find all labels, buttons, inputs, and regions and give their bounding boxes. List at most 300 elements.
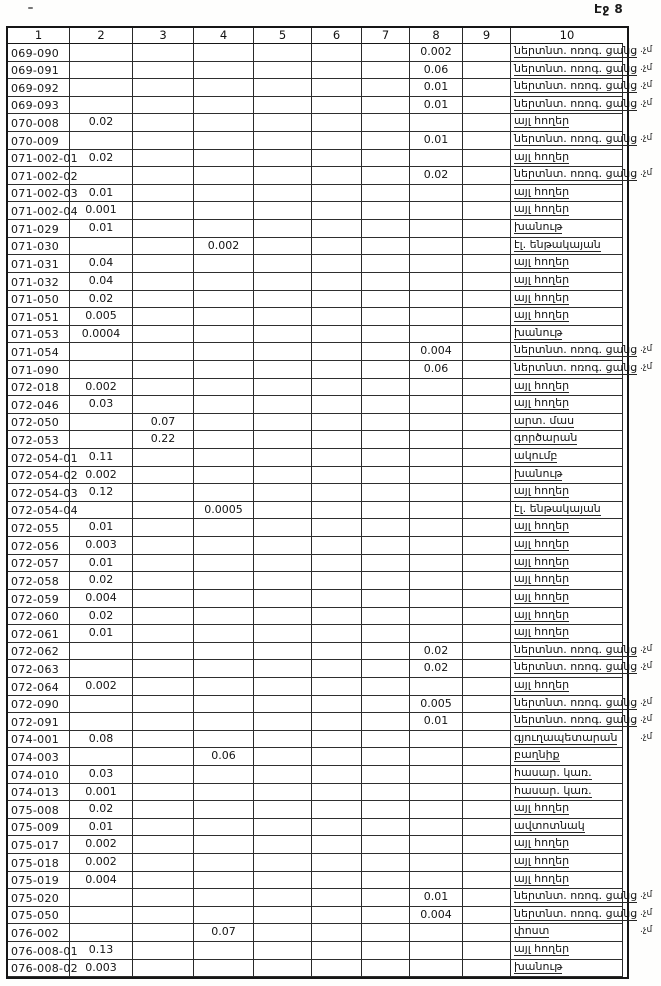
value-cell-9 [463,79,511,97]
value-cell-4 [194,784,254,802]
value-cell-5 [254,748,312,766]
value-cell-6 [312,467,362,485]
land-use-label-cell [511,291,623,309]
value-cell-6 [312,220,362,238]
value-cell-5 [254,238,312,256]
value-cell-6 [312,326,362,344]
table-row [8,167,653,185]
value-cell-6 [312,343,362,361]
value-cell-5 [254,79,312,97]
value-cell-9 [463,202,511,220]
table-row [8,343,653,361]
value-cell-6 [312,819,362,837]
margin-annotation: .չմ [640,344,653,355]
value-cell-2: 0.003 [70,537,133,555]
table-row [8,484,627,502]
value-cell-9 [463,467,511,485]
land-parcel-table [6,26,653,979]
land-use-label-cell [511,713,638,731]
value-cell-3 [133,660,194,678]
value-cell-8 [410,801,463,819]
value-cell-2 [70,132,133,150]
value-cell-8 [410,555,463,573]
value-cell-7 [362,766,410,784]
value-cell-8 [410,960,463,978]
land-use-label: խանութ [514,220,563,234]
value-cell-6 [312,889,362,907]
parcel-code-cell: 074-001 [8,731,70,749]
value-cell-8 [410,819,463,837]
value-cell-4: 0.002 [194,238,254,256]
value-cell-2: 0.002 [70,854,133,872]
land-use-label: այլ հողեր [514,308,570,322]
value-cell-2 [70,643,133,661]
value-cell-8: 0.02 [410,660,463,678]
value-cell-3 [133,449,194,467]
value-cell-6 [312,590,362,608]
parcel-code-cell: 071-050 [8,291,70,309]
land-use-label-cell [511,326,623,344]
column-header-10: 10 [511,28,623,44]
land-use-label-cell [511,379,623,397]
parcel-code-cell: 071-002-04 [8,202,70,220]
land-use-label: այլ հողեր [514,202,570,216]
land-use-label: խանութ [514,959,563,973]
value-cell-6 [312,273,362,291]
land-use-label-cell [511,414,623,432]
value-cell-4 [194,291,254,309]
value-cell-7 [362,801,410,819]
value-cell-5 [254,819,312,837]
parcel-code-cell: 072-055 [8,519,70,537]
value-cell-8 [410,326,463,344]
table-row [8,467,627,485]
land-use-label-cell [511,906,638,925]
value-cell-8 [410,731,463,749]
table-row [8,836,627,854]
table-row [8,537,627,555]
value-cell-6 [312,836,362,854]
land-use-label-cell [511,467,623,485]
land-use-label-cell [511,924,623,942]
value-cell-6 [312,572,362,590]
land-use-label-cell [511,678,623,696]
value-cell-2: 0.02 [70,150,133,168]
value-cell-3 [133,801,194,819]
value-cell-5 [254,555,312,573]
value-cell-7 [362,784,410,802]
value-cell-6 [312,185,362,203]
table-row [8,431,627,449]
land-use-label-cell [511,185,623,203]
land-use-label-cell [511,96,638,115]
value-cell-9 [463,836,511,854]
value-cell-6 [312,97,362,115]
parcel-code-cell: 072-050 [8,414,70,432]
parcel-code-cell: 076-008-02 [8,960,70,978]
land-use-label: այլ հողեր [514,801,570,815]
value-cell-4 [194,519,254,537]
value-cell-2: 0.08 [70,731,133,749]
column-header-8: 8 [410,28,463,44]
parcel-code-cell: 072-060 [8,608,70,626]
value-cell-7 [362,555,410,573]
value-cell-9 [463,889,511,907]
value-cell-8 [410,255,463,273]
value-cell-6 [312,62,362,80]
value-cell-7 [362,255,410,273]
value-cell-3 [133,836,194,854]
table-row [8,449,627,467]
value-cell-2 [70,361,133,379]
table-row [8,96,653,115]
value-cell-8 [410,484,463,502]
value-cell-9 [463,555,511,573]
value-cell-9 [463,238,511,256]
land-use-label-cell [511,167,638,185]
value-cell-5 [254,150,312,168]
value-cell-7 [362,590,410,608]
land-use-label: ներտնտ. ոռոգ. ցանց [514,167,638,181]
land-use-label: ներտնտ. ոռոգ. ցանց [514,695,638,709]
value-cell-5 [254,44,312,62]
table-row [8,889,653,907]
land-use-label-cell [511,731,623,749]
value-cell-8 [410,625,463,643]
value-cell-2: 0.13 [70,942,133,960]
value-cell-2: 0.11 [70,449,133,467]
land-use-label: ներտնտ. ոռոգ. ցանց [514,44,638,57]
value-cell-8 [410,185,463,203]
value-cell-6 [312,484,362,502]
land-use-label-cell [511,537,623,555]
value-cell-2 [70,79,133,97]
value-cell-7 [362,379,410,397]
value-cell-2: 0.01 [70,819,133,837]
value-cell-9 [463,590,511,608]
table-row [8,608,627,626]
value-cell-8: 0.02 [410,643,463,661]
value-cell-9 [463,114,511,132]
value-cell-3 [133,625,194,643]
value-cell-4 [194,326,254,344]
margin-annotation: .չմ [640,80,653,91]
parcel-code-cell: 072-054-02 [8,467,70,485]
table-row [8,291,627,309]
value-cell-6 [312,202,362,220]
value-cell-6 [312,713,362,731]
value-cell-9 [463,872,511,890]
value-cell-7 [362,414,410,432]
value-cell-2: 0.004 [70,590,133,608]
value-cell-7 [362,238,410,256]
land-use-label: ներտնտ. ոռոգ. ցանց [514,132,638,146]
land-use-label-cell [511,695,638,714]
value-cell-4 [194,889,254,907]
value-cell-3 [133,924,194,942]
value-cell-9 [463,801,511,819]
land-use-label-cell [511,519,623,537]
land-use-label-cell [511,889,638,907]
parcel-code-cell: 069-090 [8,44,70,62]
value-cell-9 [463,502,511,520]
parcel-code-cell: 070-008 [8,114,70,132]
value-cell-8 [410,202,463,220]
value-cell-4 [194,555,254,573]
table-row [8,238,627,256]
parcel-code-cell: 072-061 [8,625,70,643]
value-cell-4: 0.07 [194,924,254,942]
value-cell-7 [362,643,410,661]
value-cell-9 [463,44,511,62]
value-cell-9 [463,660,511,678]
value-cell-4 [194,467,254,485]
value-cell-8 [410,220,463,238]
table-row [8,202,627,220]
value-cell-2: 0.04 [70,273,133,291]
land-use-label-cell [511,484,623,502]
value-cell-2: 0.02 [70,572,133,590]
table-row [8,625,627,643]
value-cell-8: 0.01 [410,132,463,150]
value-cell-2: 0.02 [70,114,133,132]
table-row [8,801,627,819]
value-cell-5 [254,766,312,784]
table-row [8,942,627,960]
value-cell-9 [463,167,511,185]
value-cell-7 [362,572,410,590]
parcel-code-cell: 071-090 [8,361,70,379]
land-use-label-cell [511,431,623,449]
table-row [8,414,627,432]
table-row [8,572,627,590]
value-cell-9 [463,185,511,203]
value-cell-6 [312,643,362,661]
value-cell-3 [133,62,194,80]
table-row [8,379,627,397]
value-cell-8 [410,924,463,942]
value-cell-3: 0.07 [133,414,194,432]
value-cell-5 [254,713,312,731]
value-cell-7 [362,431,410,449]
value-cell-8 [410,519,463,537]
value-cell-9 [463,572,511,590]
value-cell-4 [194,819,254,837]
value-cell-2: 0.01 [70,555,133,573]
value-cell-4 [194,608,254,626]
parcel-code-cell: 072-054-01 [8,449,70,467]
land-use-label: այլ հողեր [514,677,570,691]
value-cell-4 [194,449,254,467]
land-use-label-cell [511,449,623,467]
value-cell-7 [362,220,410,238]
value-cell-4: 0.06 [194,748,254,766]
value-cell-9 [463,784,511,802]
value-cell-8: 0.01 [410,713,463,731]
value-cell-9 [463,273,511,291]
value-cell-7 [362,291,410,309]
value-cell-7 [362,907,410,925]
value-cell-5 [254,801,312,819]
value-cell-2: 0.12 [70,484,133,502]
table-row [8,326,627,344]
value-cell-3 [133,696,194,714]
value-cell-3 [133,942,194,960]
column-header-4: 4 [194,28,254,44]
parcel-code-cell: 071-029 [8,220,70,238]
value-cell-2: 0.01 [70,220,133,238]
parcel-code-cell: 075-019 [8,872,70,890]
land-use-label: այլ հողեր [514,537,570,551]
table-row [8,713,653,731]
value-cell-5 [254,167,312,185]
land-use-label-cell [511,608,623,626]
value-cell-2 [70,44,133,62]
value-cell-2: 0.03 [70,766,133,784]
value-cell-8 [410,238,463,256]
table-row [8,360,653,379]
value-cell-4 [194,942,254,960]
land-use-label-cell [511,942,623,960]
value-cell-9 [463,713,511,731]
value-cell-6 [312,801,362,819]
column-header-3: 3 [133,28,194,44]
value-cell-9 [463,924,511,942]
land-use-label: խանութ [514,466,563,480]
table-row [8,872,627,890]
table-row [8,748,627,766]
value-cell-5 [254,484,312,502]
margin-annotation: .չմ [640,925,653,936]
value-cell-7 [362,467,410,485]
value-cell-2: 0.002 [70,836,133,854]
parcel-code-cell: 072-054-03 [8,484,70,502]
value-cell-3 [133,97,194,115]
value-cell-3 [133,889,194,907]
value-cell-7 [362,678,410,696]
table-row [8,678,627,696]
value-cell-3 [133,343,194,361]
value-cell-2 [70,238,133,256]
land-use-label: ներտնտ. ոռոգ. ցանց [514,713,638,727]
value-cell-6 [312,660,362,678]
value-cell-4 [194,431,254,449]
value-cell-3 [133,167,194,185]
value-cell-7 [362,343,410,361]
parcel-code-cell: 075-020 [8,889,70,907]
value-cell-2: 0.02 [70,291,133,309]
value-cell-8 [410,537,463,555]
land-use-label-cell [511,766,623,784]
value-cell-8 [410,766,463,784]
land-use-label: արտ. մաս [514,413,575,427]
value-cell-8 [410,872,463,890]
value-cell-3 [133,713,194,731]
value-cell-5 [254,608,312,626]
parcel-code-cell: 071-053 [8,326,70,344]
value-cell-4 [194,150,254,168]
value-cell-3 [133,537,194,555]
value-cell-3: 0.22 [133,431,194,449]
value-cell-4 [194,907,254,925]
value-cell-6 [312,431,362,449]
land-use-label: ակումբ [514,449,558,463]
value-cell-3 [133,220,194,238]
value-cell-7 [362,326,410,344]
value-cell-5 [254,185,312,203]
value-cell-9 [463,379,511,397]
value-cell-2: 0.02 [70,608,133,626]
value-cell-7 [362,748,410,766]
parcel-code-cell: 074-010 [8,766,70,784]
value-cell-3 [133,748,194,766]
value-cell-5 [254,62,312,80]
value-cell-4 [194,854,254,872]
column-header-9: 9 [463,28,511,44]
value-cell-2: 0.01 [70,625,133,643]
table-row [8,519,627,537]
value-cell-2 [70,62,133,80]
value-cell-6 [312,114,362,132]
value-cell-6 [312,872,362,890]
value-cell-6 [312,150,362,168]
value-cell-3 [133,396,194,414]
value-cell-5 [254,907,312,925]
value-cell-9 [463,343,511,361]
value-cell-2 [70,97,133,115]
land-use-label: ներտնտ. ոռոգ. ցանց [514,96,638,110]
land-use-label-cell [511,642,638,661]
value-cell-5 [254,255,312,273]
land-use-label-cell [511,854,623,872]
value-cell-3 [133,484,194,502]
value-cell-4 [194,79,254,97]
value-cell-6 [312,608,362,626]
value-cell-9 [463,291,511,309]
value-cell-5 [254,326,312,344]
value-cell-5 [254,132,312,150]
value-cell-8 [410,590,463,608]
value-cell-5 [254,220,312,238]
value-cell-8: 0.005 [410,696,463,714]
margin-annotation: .չմ [640,168,653,179]
land-use-label: ներտնտ. ոռոգ. ցանց [514,343,638,357]
table-row [8,150,627,168]
value-cell-8 [410,854,463,872]
value-cell-9 [463,766,511,784]
parcel-code-cell: 072-059 [8,590,70,608]
land-use-label-cell [511,273,623,291]
value-cell-3 [133,678,194,696]
land-use-label-cell [511,572,623,590]
value-cell-7 [362,132,410,150]
table-row [8,642,653,661]
value-cell-4 [194,97,254,115]
value-cell-5 [254,854,312,872]
value-cell-6 [312,396,362,414]
margin-annotation: .չմ [640,907,653,918]
table-row [8,308,627,326]
value-cell-4 [194,660,254,678]
value-cell-9 [463,449,511,467]
land-use-label: գործարան [514,431,578,445]
table-row [8,590,627,608]
table-row [8,396,627,414]
value-cell-4 [194,396,254,414]
value-cell-8: 0.002 [410,44,463,62]
value-cell-8 [410,431,463,449]
value-cell-2: 0.001 [70,784,133,802]
